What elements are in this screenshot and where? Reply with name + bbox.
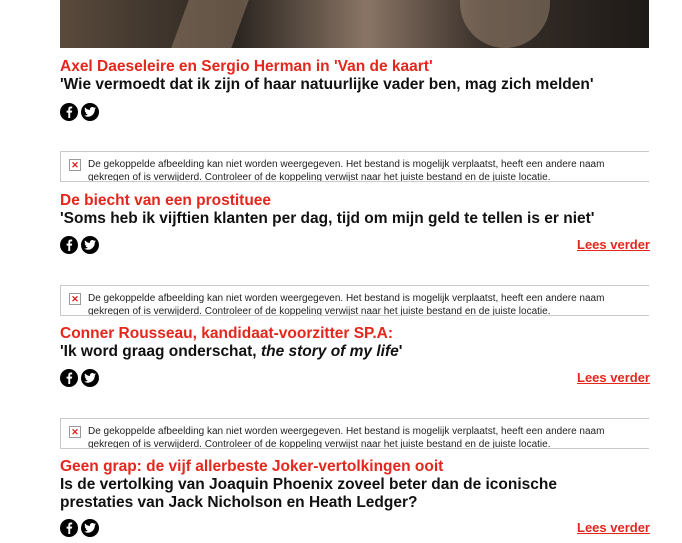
article-quote: 'Wie vermoedt dat ik zijn of haar natuurlijke vader ben, mag zich melden' [60, 76, 594, 93]
social-share [60, 103, 99, 121]
broken-image-message: De gekoppelde afbeelding kan niet worden weergegeven. Het bestand is mogelijk verplaatst, heeft een andere naam gekregen of is verwijderd. Controleer of de koppeling verwijst naar het juiste bestand en de juiste locatie. [88, 293, 605, 316]
social-share [60, 236, 99, 254]
read-more-link[interactable]: Lees verder [577, 237, 650, 252]
broken-image [60, 285, 649, 316]
broken-image-message: De gekoppelde afbeelding kan niet worden weergegeven. Het bestand is mogelijk verplaatst, heeft een andere naam gekregen of is verwijderd. Controleer of de koppeling verwijst naar het juiste bestand en de juiste locatie. [88, 159, 605, 182]
twitter-icon[interactable] [81, 519, 99, 537]
twitter-icon[interactable] [81, 369, 99, 387]
twitter-icon[interactable] [81, 103, 99, 121]
article-headline[interactable]: Axel Daeseleire en Sergio Herman in 'Van de kaart' [60, 58, 433, 75]
broken-image [60, 418, 649, 449]
article-headline[interactable]: Conner Rousseau, kandidaat-voorzitter SP.A: [60, 325, 394, 342]
broken-image-icon: ✕ [69, 426, 81, 438]
broken-image [60, 151, 649, 182]
read-more-link[interactable]: Lees verder [577, 520, 650, 535]
article-headline[interactable]: Geen grap: de vijf allerbeste Joker-vertolkingen ooit [60, 458, 444, 475]
quote-text: 'Ik word graag onderschat, [60, 343, 261, 360]
quote-italic-text: the story of my life [260, 343, 399, 360]
facebook-icon[interactable] [60, 236, 78, 254]
facebook-icon[interactable] [60, 519, 78, 537]
article-quote: Is de vertolking van Joaquin Phoenix zoveel beter dan de iconische prestaties van Jack Nicholson en Heath Ledger? [60, 476, 557, 511]
hero-image-highlight [460, 0, 550, 48]
article-1 [60, 58, 660, 94]
read-more-link[interactable]: Lees verder [577, 370, 650, 385]
twitter-icon[interactable] [81, 236, 99, 254]
broken-image-icon: ✕ [69, 159, 81, 171]
article-quote [60, 343, 660, 361]
facebook-icon[interactable] [60, 103, 78, 121]
hero-image-highlight [171, 0, 248, 48]
quote-text-end: ' [398, 343, 403, 360]
article-headline[interactable]: De biecht van een prostituee [60, 192, 272, 209]
broken-image-icon: ✕ [69, 293, 81, 305]
article-3 [60, 325, 660, 385]
hero-image[interactable] [60, 0, 649, 48]
article-quote: 'Soms heb ik vijftien klanten per dag, tijd om mijn geld te tellen is er niet' [60, 210, 595, 227]
facebook-icon[interactable] [60, 369, 78, 387]
social-share [60, 369, 99, 387]
social-share [60, 519, 99, 537]
broken-image-message: De gekoppelde afbeelding kan niet worden weergegeven. Het bestand is mogelijk verplaatst, heeft een andere naam gekregen of is verwijderd. Controleer of de koppeling verwijst naar het juiste bestand en de juiste locatie. [88, 426, 605, 449]
article-4 [60, 458, 660, 535]
article-2 [60, 192, 660, 252]
